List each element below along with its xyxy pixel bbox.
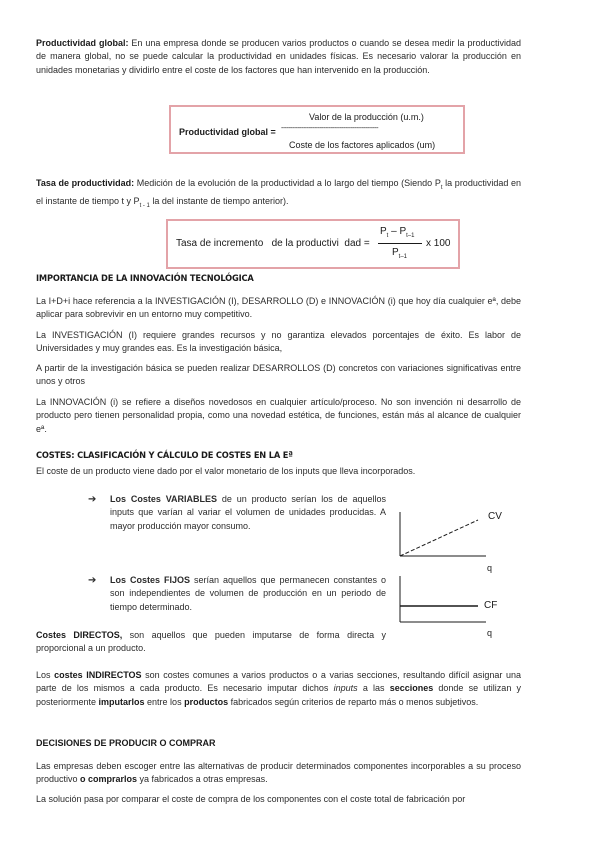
formula2-denominator (392, 247, 407, 260)
tasa-productividad-paragraph (36, 177, 521, 213)
cf-q-label: q (487, 628, 493, 638)
formula2-fraction-bar (378, 243, 422, 244)
cv-label: CV (488, 511, 502, 522)
decisiones-p1 (36, 760, 521, 787)
formula2-num-p: P (380, 226, 387, 237)
formula2-num-sub-a: t (386, 233, 389, 239)
importancia-p2: La INVESTIGACIÓN (I) requiere grandes recursos y no garantiza elevados porcentajes de éxito. Es labor de Universidades y muy grandes eas. Es la investigación básica, (36, 330, 521, 354)
formula-productividad-global (169, 105, 465, 154)
costes-directos-paragraph (36, 629, 386, 656)
indirectos-text-a: Los (36, 670, 55, 680)
costes-fijos-graph (396, 574, 486, 624)
importancia-p3: A partir de la investigación básica se pueden realizar DESARROLLOS (D) concretos con variaciones significativas entre unos y otros (36, 363, 521, 387)
decisiones-p2: La solución pasa por comparar el coste de compra de los componentes con el coste total de fabricación por (36, 794, 466, 804)
formula2-den-sub: t–1 (398, 254, 408, 260)
costes-variables-graph (396, 508, 486, 558)
variables-term: VARIABLES (165, 494, 218, 504)
costes-heading: COSTES: CLASIFICACIÓN Y CÁLCULO DE COSTES EN LA Eª (36, 451, 293, 461)
directos-text: son aquellos que pueden imputarse de forma directa y proporcional a un producto. (36, 630, 386, 654)
costes-indirectos-paragraph (36, 669, 521, 709)
formula1-lhs: Productividad global = (179, 127, 276, 137)
costes-intro: El coste de un producto viene dado por el valor monetario de los inputs que lleva incorporados. (36, 466, 416, 476)
variables-text-a: Los Costes (110, 494, 166, 504)
fijos-text-c: serían aquellos que permanecen constantes o son independientes de volumen de producción en un periodo de tiempo determinado. (110, 575, 387, 612)
tasa-sub-t: t (440, 184, 443, 191)
productividad-global-term: Productividad global: (36, 38, 129, 48)
directos-term: Costes DIRECTOS, (36, 630, 123, 640)
variables-text-c: de un producto serían los de aquellos inputs que varían al variar el volumen de unidades producidas. A mayor producción mayor consumo. (110, 494, 386, 531)
decisiones-p1-c: ya fabricados a otras empresas. (137, 774, 268, 785)
costes-variables-item (88, 493, 386, 533)
indirectos-text-c: son costes comunes a varios productos o a varias secciones, resultando difícil asignar una parte de los mismos a cada producto. Es necesario imputar dichos (36, 670, 521, 694)
tasa-term: Tasa de productividad: (36, 178, 135, 188)
indirectos-text-k: fabricados según criterios de reparto más o menos subjetivos. (228, 696, 479, 707)
arrow-icon: ➔ (88, 575, 97, 586)
indirectos-inputs: inputs (333, 683, 358, 694)
costes-fijos-item (88, 574, 387, 614)
tasa-sub-t1: t - 1 (139, 203, 150, 209)
indirectos-secciones: secciones (389, 683, 434, 694)
decisiones-p1-a: Las empresas deben escoger entre las alternativas de producir determinados componentes incorporables a su proceso productivo (36, 761, 521, 785)
formula1-dashes: ----------------------------------------------------- (281, 125, 379, 132)
importancia-p1: La I+D+i hace referencia a la INVESTIGACIÓN (I), DESARROLLO (D) e INNOVACIÓN (i) que hoy día cualquier eª, debe aplicar para sobrevivir en un entorno muy competitivo. (36, 296, 521, 320)
formula2-lhs: Tasa de incremento de la productivi dad = (176, 238, 370, 249)
fijos-term: FIJOS (163, 575, 190, 585)
arrow-icon: ➔ (88, 494, 97, 505)
fijos-text-a: Los Costes (110, 575, 164, 585)
formula-tasa-incremento (166, 219, 460, 269)
indirectos-imputarlos: imputarlos (98, 696, 145, 707)
formula2-num-sub-b: t–1 (406, 233, 415, 239)
indirectos-term: costes INDIRECTOS (54, 670, 142, 680)
formula2-den-p: P (392, 247, 399, 258)
formula2-num-minus: – P (388, 226, 407, 237)
tasa-text-a: Medición de la evolución de la productividad a lo largo del tiempo (Siendo P (134, 178, 441, 188)
formula1-numerator: Valor de la producción (u.m.) (309, 112, 424, 122)
decisiones-heading: DECISIONES DE PRODUCIR O COMPRAR (36, 738, 216, 748)
cf-label: CF (484, 600, 498, 611)
productividad-global-paragraph (36, 37, 521, 77)
cv-line (400, 520, 478, 556)
productividad-global-text: En una empresa donde se producen varios productos o cuando se desea medir la productividad de manera global, no se puede calcular la productividad en unidades físicas. Es necesario valorar la producción en unidades monetarias y dividirlo entre el coste de los factores que han intervenido en la producción. (36, 38, 521, 75)
tasa-text-c: la del instante de tiempo anterior). (149, 196, 289, 207)
indirectos-text-g: donde se utilizan y posteriormente (36, 683, 521, 707)
importancia-p4: La INNOVACIÓN (i) se refiere a diseños novedosos en cualquier artículo/proceso. No son invención ni desarrollo de producto pero tienen personalidad propia, como una novedad estética, de funciones, están más al alcance de cualquier eª. (36, 397, 521, 434)
importancia-heading: IMPORTANCIA DE LA INNOVACIÓN TECNOLÓGICA (36, 274, 254, 284)
indirectos-text-i: entre los (144, 696, 185, 707)
formula2-numerator (380, 226, 414, 239)
formula1-denominator: Coste de los factores aplicados (um) (289, 140, 436, 150)
cv-q-label: q (487, 563, 493, 573)
formula2-rhs: x 100 (426, 238, 451, 249)
decisiones-p1-b: o comprarlos (80, 774, 138, 785)
indirectos-text-e: a las (357, 683, 390, 694)
tasa-text-b: la productividad en el instante de tiempo t y P (36, 178, 521, 207)
indirectos-productos: productos (184, 696, 229, 707)
